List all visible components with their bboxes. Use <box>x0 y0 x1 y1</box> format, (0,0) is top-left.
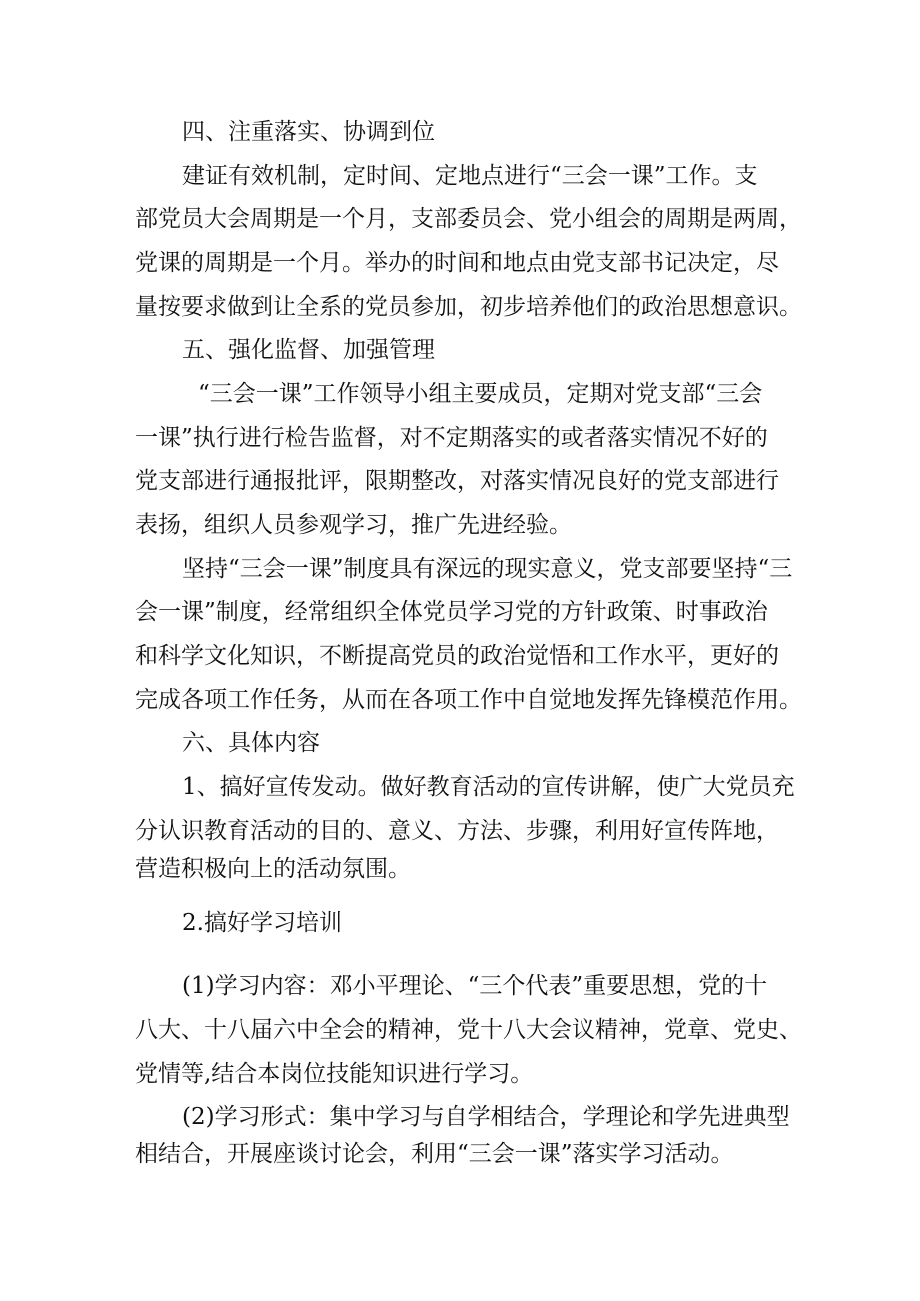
paragraph-line: 表扬，组织人员参观学习，推广先进经验。 <box>135 512 572 538</box>
paragraph-line: 党课的周期是一个月。举办的时间和地点由党支部书记决定，尽 <box>135 250 779 276</box>
paragraph-line: 党支部进行通报批评，限期整改，对落实情况良好的党支部进行 <box>135 468 779 494</box>
paragraph-line: 量按要求做到让全系的党员参加，初步培养他们的政治思想意识。 <box>135 294 802 320</box>
paragraph-line: 和科学文化知识，不断提高党员的政治觉悟和工作水平，更好的 <box>135 643 779 669</box>
paragraph-line: 部党员大会周期是一个月，支部委员会、党小组会的周期是两周， <box>135 206 802 232</box>
paragraph-line: 建证有效机制，定时间、定地点进行“三会一课”工作。支 <box>182 163 758 189</box>
section-heading-6: 六、具体内容 <box>182 730 320 756</box>
paragraph-line: 相结合，开展座谈讨论会，利用“三会一课”落实学习活动。 <box>135 1141 734 1167</box>
paragraph-line: 营造积极向上的活动氛围。 <box>135 856 411 882</box>
paragraph-line: 一课”执行进行检告监督，对不定期落实的或者落实情况不好的 <box>135 425 768 451</box>
paragraph-line: 党情等,结合本岗位技能知识进行学习。 <box>135 1061 534 1087</box>
paragraph-line: “三会一课”工作领导小组主要成员，定期对党支部“三会 <box>198 381 763 407</box>
section-heading-4: 四、注重落实、协调到位 <box>182 119 435 145</box>
paragraph-line: 坚持“三会一课”制度具有深远的现实意义，党支部要坚持“三 <box>182 556 793 582</box>
paragraph-line: 分认识教育活动的目的、意义、方法、步骤，利用好宣传阵地， <box>135 818 779 844</box>
paragraph-line: (1)学习内容：邓小平理论、“三个代表”重要思想，党的十 <box>182 973 768 999</box>
paragraph-line: (2)学习形式：集中学习与自学相结合，学理论和学先进典型 <box>182 1104 790 1130</box>
section-heading-5: 五、强化监督、加强管理 <box>182 337 435 363</box>
paragraph-line: 八大、十八届六中全会的精神，党十八大会议精神，党章、党史、 <box>135 1017 802 1043</box>
subsection-heading: 2.搞好学习培训 <box>182 910 342 936</box>
paragraph-line: 会一课”制度，经常组织全体党员学习党的方针政策、时事政治 <box>135 599 768 625</box>
paragraph-line: 完成各项工作任务，从而在各项工作中自觉地发挥先锋模范作用。 <box>135 687 802 713</box>
paragraph-line: 1、搞好宣传发动。做好教育活动的宣传讲解，使广大党员充 <box>182 774 795 800</box>
